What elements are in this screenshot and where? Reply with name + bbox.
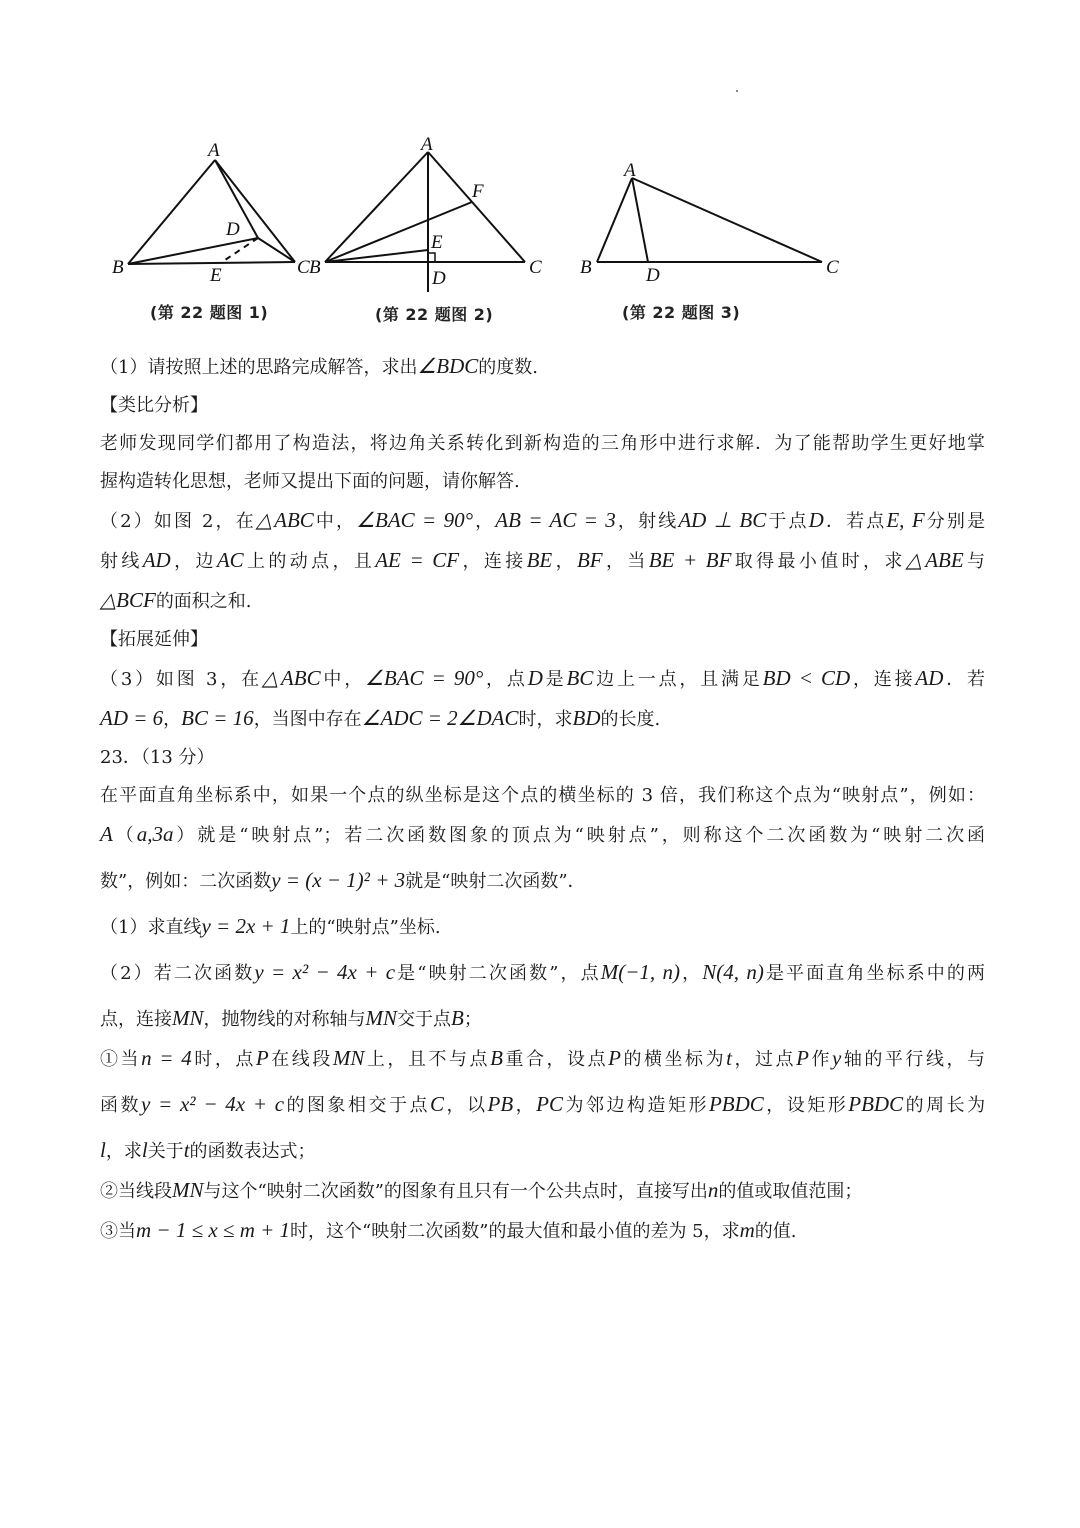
fig2-label-e: E xyxy=(431,232,443,253)
fig1-label-d: D xyxy=(226,219,240,240)
fig2-caption: (第 22 题图 2) xyxy=(375,305,494,324)
text-run: ）就是“映射点”；若二次函数图象的顶点为“映射点”，则称这个二次函数为“映射二次函 xyxy=(173,825,986,846)
text-run: ，连接 xyxy=(459,551,527,572)
fig1-side-bc xyxy=(128,262,295,264)
text-run: 的度数. xyxy=(478,357,539,378)
text-run: 取得最小值时，求 xyxy=(731,551,906,572)
text-run: 射线 xyxy=(100,551,143,572)
q23-sub2 xyxy=(100,1171,985,1211)
math-expression: y = x² − 4x + c xyxy=(254,960,396,984)
fig1-label-a: A xyxy=(208,140,220,161)
section-heading-analogy: 【类比分析】 xyxy=(100,395,208,416)
text-run: 上的动点，且 xyxy=(243,551,376,572)
text-run: ， xyxy=(513,1095,537,1116)
math-expression: MN xyxy=(172,1178,204,1202)
text-run: 的值. xyxy=(754,1221,797,1242)
math-expression: △ABC xyxy=(261,666,321,690)
text-run: ，点 xyxy=(483,669,528,690)
math-expression: E, F xyxy=(886,508,925,532)
math-expression: l xyxy=(141,1138,148,1162)
math-expression: ∠ADC = 2∠DAC xyxy=(361,706,519,730)
math-expression: y = (x − 1)² + 3 xyxy=(271,868,406,892)
section-heading-extend: 【拓展延伸】 xyxy=(100,629,208,650)
text-run: ③当 xyxy=(100,1221,136,1242)
text-run: ， xyxy=(552,551,577,572)
q23-part1 xyxy=(100,907,985,947)
fig3-segment-ad xyxy=(632,178,648,262)
math-expression: MN xyxy=(332,1046,365,1070)
math-expression: C xyxy=(430,1092,445,1116)
text-run: 在线段 xyxy=(268,1049,333,1070)
math-expression: AE = CF xyxy=(375,548,460,572)
text-run: 上，且不与点 xyxy=(364,1049,491,1070)
text-run: ，射线 xyxy=(615,511,679,532)
fig1-segment-dc xyxy=(258,238,295,262)
fig3-caption: (第 22 题图 3) xyxy=(622,303,741,322)
text-run: 为邻边构造矩形 xyxy=(563,1095,709,1116)
math-expression: AD ⊥ BC xyxy=(678,508,767,532)
figure-3 xyxy=(597,178,822,262)
figure-2 xyxy=(325,152,525,292)
text-run: 重合，设点 xyxy=(502,1049,609,1070)
text-run: （1）请按照上述的思路完成解答，求出 xyxy=(100,357,418,378)
math-expression: AD = 6 xyxy=(100,706,164,730)
text-run: （1）求直线 xyxy=(100,917,202,938)
text-run: ，连接 xyxy=(850,669,916,690)
q23-sub1-line2 xyxy=(100,1079,985,1131)
text-run: ，边 xyxy=(170,551,217,572)
math-expression: △BCF xyxy=(100,588,156,612)
math-expression: M(−1, n) xyxy=(600,960,681,984)
text-run: 分别是 xyxy=(924,511,986,532)
math-expression: △ABC xyxy=(255,508,314,532)
fig1-label-c: C xyxy=(297,257,310,278)
text-run: （2）若二次函数 xyxy=(100,963,255,984)
analogy-line-1: 老师发现同学们都用了构造法，将边角关系转化到新构造的三角形中进行求解．为了能帮助学生更好地掌 xyxy=(100,433,985,454)
math-expression: AC xyxy=(216,548,244,572)
q23-sub1-line1 xyxy=(100,1039,985,1079)
text-run: ，当图中存在 xyxy=(253,709,362,730)
analogy-line-2: 握构造转化思想，老师又提出下面的问题，请你解答. xyxy=(100,471,520,492)
text-run: 是平面直角坐标系中的两 xyxy=(763,963,986,984)
math-expression: △ABE xyxy=(905,548,964,572)
q23-intro-line2 xyxy=(100,815,985,855)
q23-intro-line1: 在平面直角坐标系中，如果一个点的纵坐标是这个点的横坐标的 3 倍，我们称这个点为“映射点”，例如： xyxy=(100,785,985,806)
fig3-label-b: B xyxy=(580,257,592,278)
q22-part3-line2 xyxy=(100,699,985,739)
fig3-label-d: D xyxy=(646,265,660,286)
text-run: ， xyxy=(680,963,703,984)
document-body xyxy=(100,347,985,1251)
text-run: 的面积之和. xyxy=(155,591,252,612)
math-expression: a,3a xyxy=(136,822,174,846)
text-run: 作 xyxy=(808,1049,832,1070)
math-expression: t xyxy=(183,1138,190,1162)
text-run: ，过点 xyxy=(731,1049,797,1070)
figure-row xyxy=(0,0,1080,340)
math-expression: P xyxy=(796,1046,809,1070)
text-run: 时，这个“映射二次函数”的最大值和最小值的差为 5，求 xyxy=(290,1221,740,1242)
text-run: 的周长为 xyxy=(903,1095,986,1116)
fig3-side-ab xyxy=(597,178,632,262)
q22-part2-line2 xyxy=(100,541,985,581)
fig3-label-c: C xyxy=(826,257,839,278)
text-run: ，求 xyxy=(105,1141,142,1162)
fig2-side-ab xyxy=(325,152,428,262)
math-expression: BD < CD xyxy=(762,666,851,690)
math-expression: BC = 16 xyxy=(181,706,254,730)
math-expression: BD xyxy=(572,706,601,730)
math-expression: BF xyxy=(576,548,603,572)
q22-part3-line1 xyxy=(100,659,985,699)
math-expression: PB xyxy=(487,1092,514,1116)
text-run: 与 xyxy=(963,551,986,572)
math-expression: A xyxy=(100,822,113,846)
q23-header: 23．（13 分） xyxy=(100,747,215,768)
math-expression: PC xyxy=(536,1092,564,1116)
math-expression: D xyxy=(808,508,824,532)
math-expression: P xyxy=(608,1046,621,1070)
math-expression: BE xyxy=(526,548,553,572)
text-run: 是 xyxy=(542,669,567,690)
q22-part1 xyxy=(100,347,985,387)
math-expression: B xyxy=(490,1046,503,1070)
fig1-label-b: B xyxy=(112,257,124,278)
math-expression: MN xyxy=(172,1006,204,1030)
math-expression: P xyxy=(255,1046,269,1070)
fig2-label-c: C xyxy=(529,257,542,278)
fig1-label-e: E xyxy=(210,265,222,286)
text-run: 上的“映射点”坐标. xyxy=(290,917,441,938)
math-expression: AD xyxy=(142,548,171,572)
fig2-label-b: B xyxy=(309,257,321,278)
text-run: 的横坐标为 xyxy=(620,1049,727,1070)
text-run: ，以 xyxy=(444,1095,488,1116)
math-expression: AD xyxy=(915,666,944,690)
math-expression: BE + BF xyxy=(648,548,732,572)
geometry-figures xyxy=(0,0,1080,340)
fig2-right-angle-mark xyxy=(428,253,435,262)
math-expression: BC xyxy=(566,666,594,690)
text-run: 中， xyxy=(313,511,357,532)
math-expression: t xyxy=(726,1046,732,1070)
q23-sub1-line3 xyxy=(100,1131,985,1171)
text-run: 轴的平行线，与 xyxy=(841,1049,986,1070)
text-run: 函数 xyxy=(100,1095,141,1116)
text-run: ， xyxy=(163,709,182,730)
math-expression: PBDC xyxy=(848,1092,904,1116)
text-run: ，抛物线的对称轴与 xyxy=(203,1009,366,1030)
text-run: ； xyxy=(463,1009,482,1030)
fig1-side-ac xyxy=(215,160,295,262)
fig3-side-ac xyxy=(632,178,822,262)
text-run: ①当 xyxy=(100,1049,142,1070)
text-run: 数”，例如：二次函数 xyxy=(100,871,272,892)
math-expression: n = 4 xyxy=(141,1046,192,1070)
fig3-label-a: A xyxy=(624,160,636,181)
q23-part2-line2 xyxy=(100,999,985,1039)
text-run: （2）如图 2，在 xyxy=(100,511,256,532)
math-expression: B xyxy=(451,1006,464,1030)
text-run: 的图象相交于点 xyxy=(284,1095,431,1116)
fig1-caption: (第 22 题图 1) xyxy=(150,303,269,322)
q23-sub3 xyxy=(100,1211,985,1251)
figure-1 xyxy=(128,160,295,264)
text-run: 的长度. xyxy=(600,709,661,730)
text-run: 是“映射二次函数”，点 xyxy=(395,963,601,984)
q23-intro-line3 xyxy=(100,855,985,907)
text-run: 的函数表达式； xyxy=(189,1141,316,1162)
math-expression: y = 2x + 1 xyxy=(201,914,291,938)
text-run: 中， xyxy=(320,669,366,690)
math-expression: m − 1 ≤ x ≤ m + 1 xyxy=(136,1218,291,1242)
text-run: ， xyxy=(473,511,496,532)
math-expression: ∠BAC = 90° xyxy=(356,508,474,532)
text-run: ．若点 xyxy=(823,511,887,532)
text-run: 时，点 xyxy=(191,1049,256,1070)
q23-part2-line1 xyxy=(100,947,985,999)
text-run: 点，连接 xyxy=(100,1009,172,1030)
text-run: （3）如图 3，在 xyxy=(100,669,262,690)
math-expression: AB = AC = 3 xyxy=(495,508,616,532)
text-run: ，当 xyxy=(602,551,649,572)
math-expression: ∠BAC = 90° xyxy=(365,666,484,690)
text-run: 交于点 xyxy=(397,1009,451,1030)
math-expression: ∠BDC xyxy=(417,354,479,378)
math-expression: y xyxy=(831,1046,842,1070)
math-expression: n xyxy=(707,1178,719,1202)
math-expression: PBDC xyxy=(708,1092,764,1116)
math-expression: N(4, n) xyxy=(702,960,764,984)
math-expression: l xyxy=(100,1138,106,1162)
fig2-label-f: F xyxy=(472,181,484,202)
text-run: 与这个“映射二次函数”的图象有且只有一个公共点时，直接写出 xyxy=(203,1181,708,1202)
text-run: 关于 xyxy=(147,1141,184,1162)
text-run: ，设矩形 xyxy=(763,1095,849,1116)
q22-part2-line1 xyxy=(100,501,985,541)
text-run: ②当线段 xyxy=(100,1181,172,1202)
math-expression: D xyxy=(527,666,543,690)
text-run: 的值或取值范围； xyxy=(718,1181,863,1202)
text-run: 时，求 xyxy=(518,709,573,730)
text-run: 就是“映射二次函数”． xyxy=(405,871,586,892)
math-expression: m xyxy=(739,1218,755,1242)
text-run: 边上一点，且满足 xyxy=(593,669,763,690)
text-run: ．若 xyxy=(943,669,986,690)
math-expression: MN xyxy=(365,1006,397,1030)
fig2-label-a: A xyxy=(421,134,433,155)
text-run: 于点 xyxy=(766,511,809,532)
fig2-label-d: D xyxy=(432,268,446,289)
text-run: （ xyxy=(112,825,137,846)
q22-part2-line3 xyxy=(100,581,985,621)
math-expression: y = x² − 4x + c xyxy=(141,1092,285,1116)
